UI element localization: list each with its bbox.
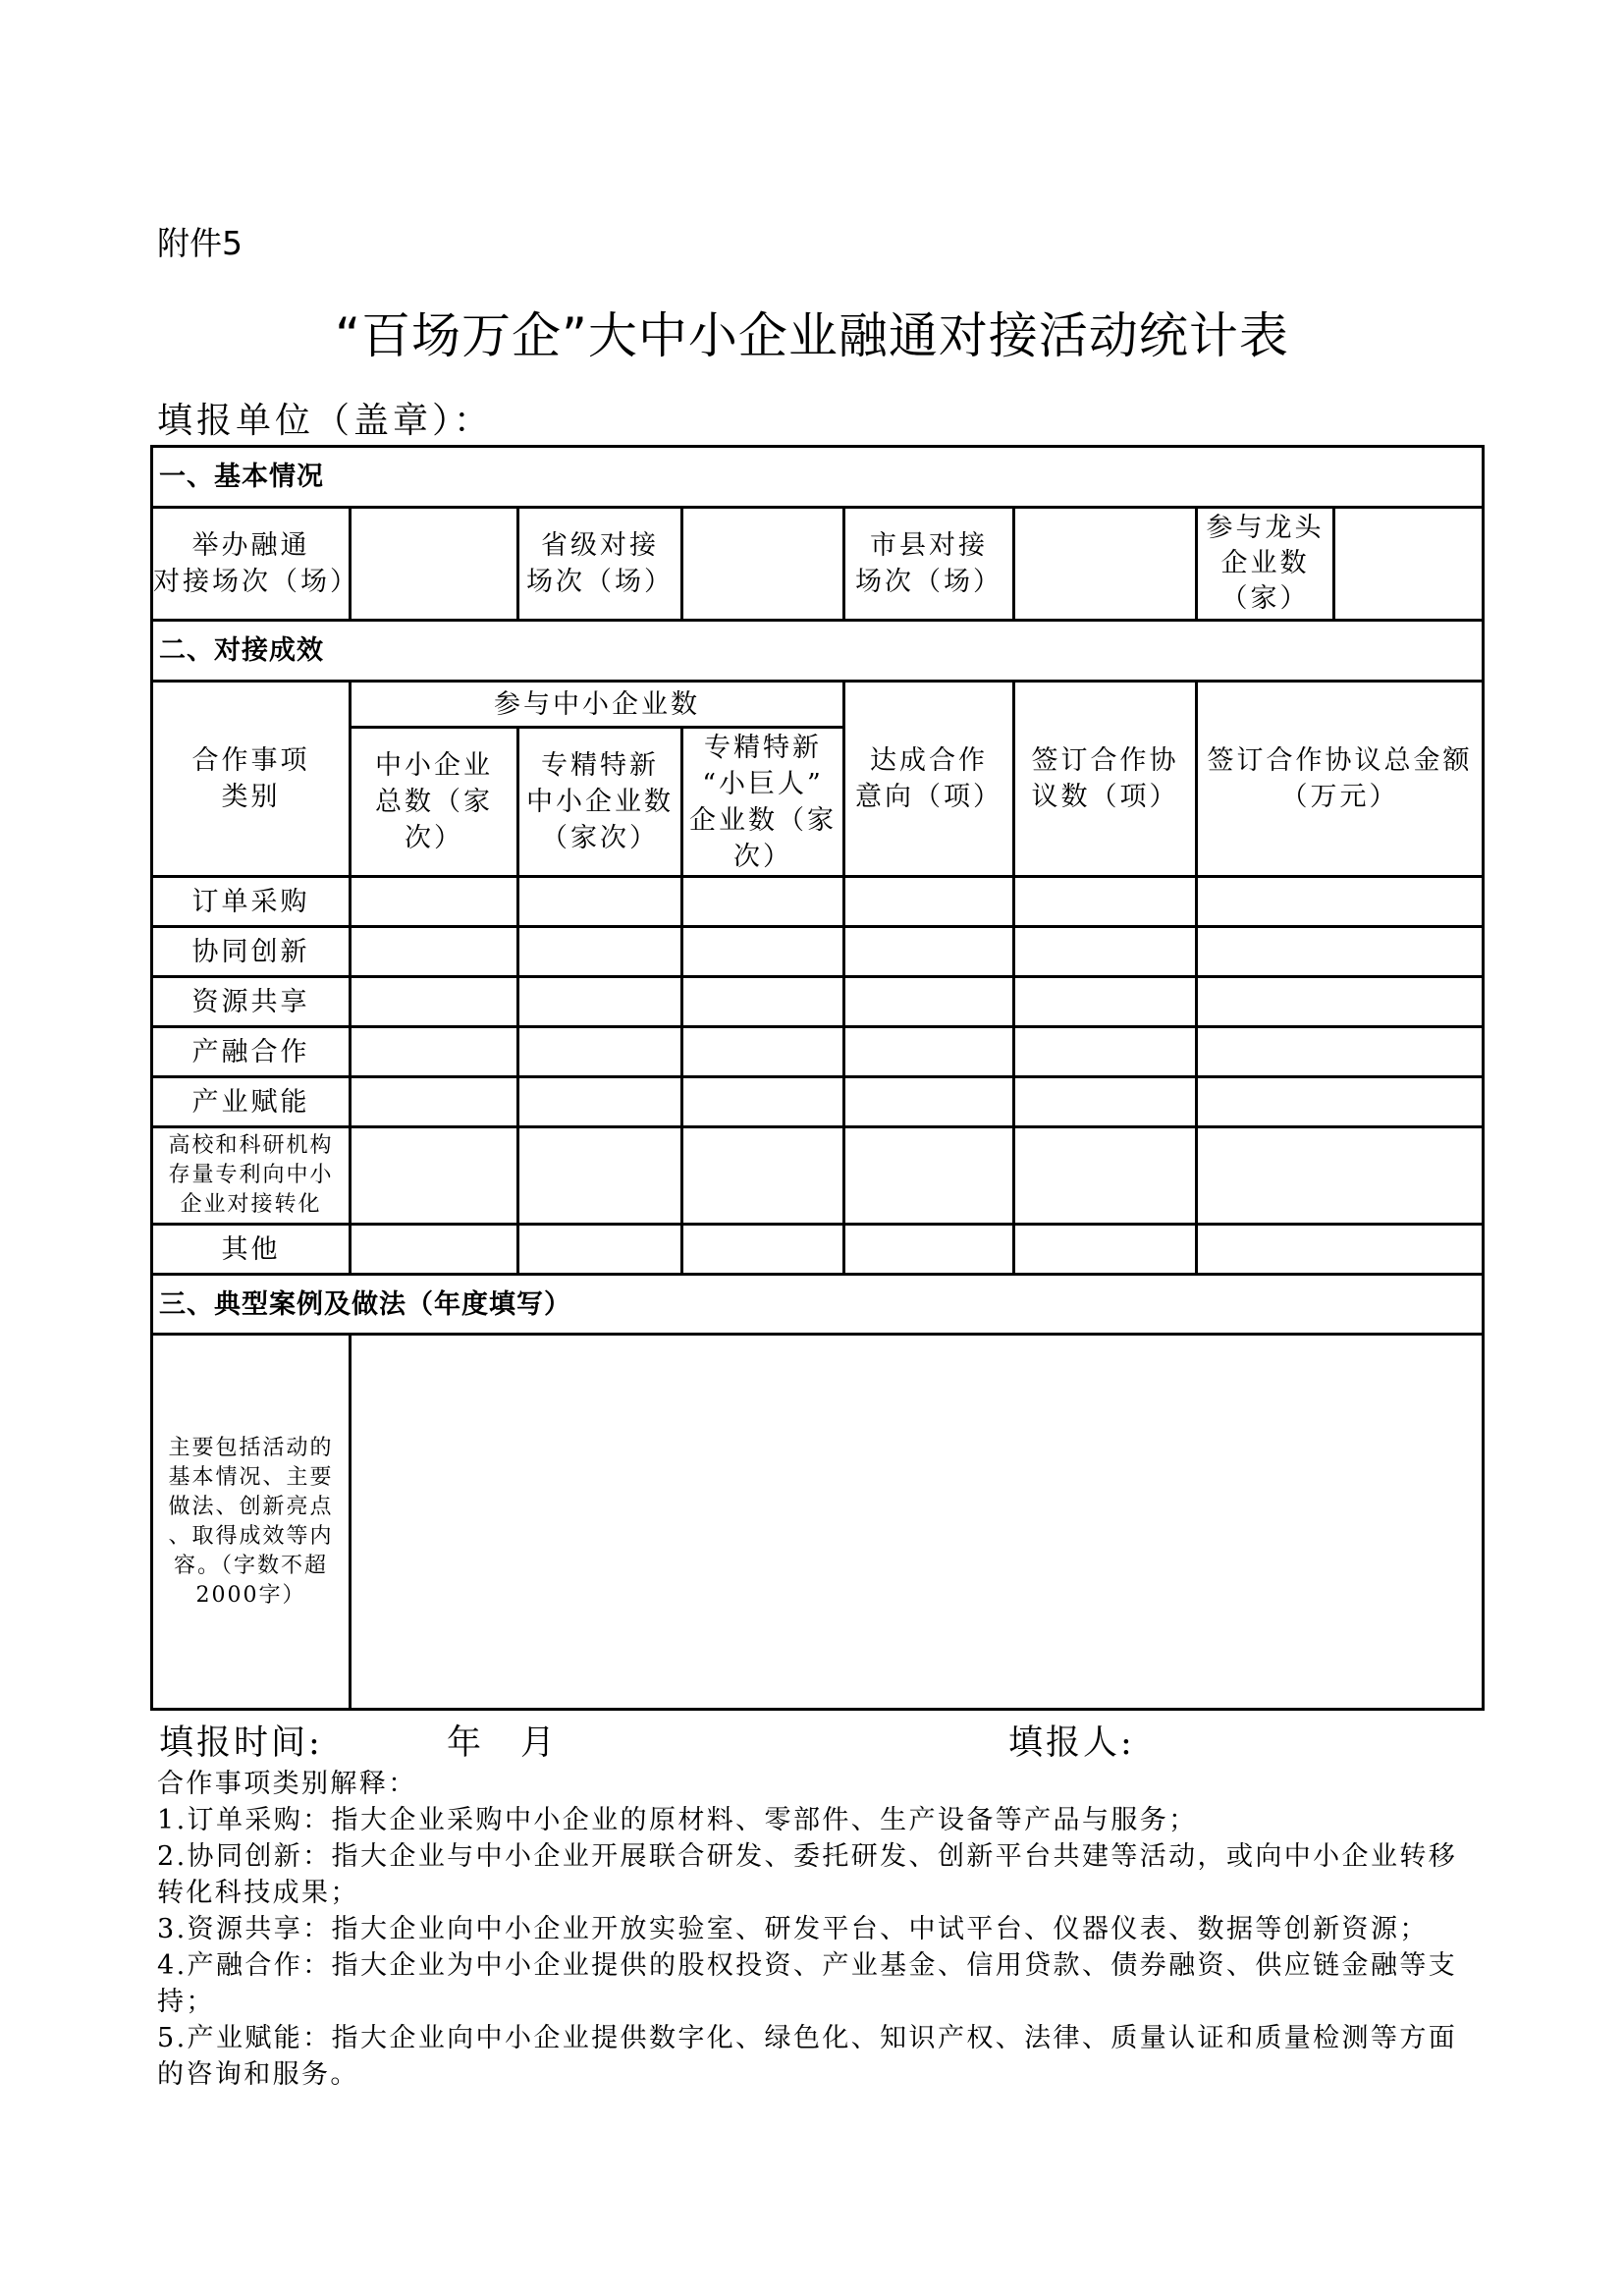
header-intentions: 达成合作 意向（项） xyxy=(844,682,1014,877)
row-label: 协同创新 xyxy=(152,927,351,977)
table-cell[interactable] xyxy=(844,1027,1014,1077)
table-cell[interactable] xyxy=(351,1225,518,1275)
section-basic-info: 一、基本情况 xyxy=(152,447,1484,508)
row-label: 资源共享 xyxy=(152,977,351,1027)
table-cell[interactable] xyxy=(351,1127,518,1225)
label-held-sessions: 举办融通 对接场次（场） xyxy=(152,508,351,621)
reporting-unit-label: 填报单位（盖章）： xyxy=(157,401,494,441)
table-cell[interactable] xyxy=(682,1127,844,1225)
table-cell[interactable] xyxy=(1197,1225,1484,1275)
table-cell[interactable] xyxy=(844,877,1014,927)
table-cell[interactable] xyxy=(1197,1027,1484,1077)
table-cell[interactable] xyxy=(518,1077,682,1127)
note-item: 3.资源共享：指大企业向中小企业开放实验室、研发平台、中试平台、仪器仪表、数据等创新资源； xyxy=(157,1914,1429,1944)
input-leading-enterprises[interactable] xyxy=(1334,508,1484,621)
fill-time-label: 填报时间: xyxy=(159,1723,323,1763)
table-cell[interactable] xyxy=(844,1127,1014,1225)
note-item: 1.订单采购：指大企业采购中小企业的原材料、零部件、生产设备等产品与服务； xyxy=(157,1805,1198,1835)
table-cell[interactable] xyxy=(682,877,844,927)
table-cell[interactable] xyxy=(351,1077,518,1127)
table-cell[interactable] xyxy=(1014,877,1197,927)
table-cell[interactable] xyxy=(518,1127,682,1225)
table-cell[interactable] xyxy=(351,877,518,927)
header-little-giant: 专精特新 “小巨人” 企业数（家 次） xyxy=(682,728,844,877)
header-agreement-amount: 签订合作协议总金额 （万元） xyxy=(1197,682,1484,877)
table-row xyxy=(152,1127,1484,1225)
statistics-table xyxy=(150,445,1485,1711)
label-provincial-sessions: 省级对接 场次（场） xyxy=(518,508,682,621)
row-label: 高校和科研机构 存量专利向中小 企业对接转化 xyxy=(152,1127,351,1225)
row-label: 产融合作 xyxy=(152,1027,351,1077)
table-cell[interactable] xyxy=(844,977,1014,1027)
header-specialized-smes: 专精特新 中小企业数 （家次） xyxy=(518,728,682,877)
table-cell[interactable] xyxy=(518,977,682,1027)
row-label: 订单采购 xyxy=(152,877,351,927)
table-row xyxy=(152,877,1484,927)
table-cell[interactable] xyxy=(518,877,682,927)
cases-description-label: 主要包括活动的 基本情况、主要 做法、创新亮点 、取得成效等内 容。（字数不超 2000字） xyxy=(152,1335,351,1710)
label-city-sessions: 市县对接 场次（场） xyxy=(844,508,1014,621)
table-cell[interactable] xyxy=(1197,977,1484,1027)
year-label: 年 xyxy=(447,1723,482,1763)
input-provincial-sessions[interactable] xyxy=(682,508,844,621)
category-notes xyxy=(157,1766,1473,2093)
table-cell[interactable] xyxy=(844,1225,1014,1275)
section-results: 二、对接成效 xyxy=(152,621,1484,682)
note-item: 4.产融合作：指大企业为中小企业提供的股权投资、产业基金、信用贷款、债券融资、供应链金融等支持； xyxy=(157,1950,1458,2017)
header-sme-total: 中小企业 总数（家 次） xyxy=(351,728,518,877)
table-row xyxy=(152,1225,1484,1275)
notes-heading: 合作事项类别解释： xyxy=(157,1769,417,1799)
header-agreements: 签订合作协 议数（项） xyxy=(1014,682,1197,877)
table-cell[interactable] xyxy=(1014,1027,1197,1077)
table-cell[interactable] xyxy=(518,1027,682,1077)
table-cell[interactable] xyxy=(844,927,1014,977)
header-category: 合作事项 类别 xyxy=(152,682,351,877)
table-cell[interactable] xyxy=(1197,877,1484,927)
row-label: 产业赋能 xyxy=(152,1077,351,1127)
table-cell[interactable] xyxy=(1197,1127,1484,1225)
table-cell[interactable] xyxy=(1197,1077,1484,1127)
table-row xyxy=(152,1027,1484,1077)
table-cell[interactable] xyxy=(1014,927,1197,977)
label-leading-enterprises: 参与龙头 企业数 （家） xyxy=(1197,508,1334,621)
input-city-sessions[interactable] xyxy=(1014,508,1197,621)
table-row xyxy=(152,977,1484,1027)
table-cell[interactable] xyxy=(682,977,844,1027)
table-cell[interactable] xyxy=(1014,1127,1197,1225)
input-held-sessions[interactable] xyxy=(351,508,518,621)
table-cell[interactable] xyxy=(1197,927,1484,977)
table-row xyxy=(152,1077,1484,1127)
table-cell[interactable] xyxy=(1014,977,1197,1027)
table-cell[interactable] xyxy=(1014,1225,1197,1275)
table-cell[interactable] xyxy=(682,1225,844,1275)
note-item: 5.产业赋能：指大企业向中小企业提供数字化、绿色化、知识产权、法律、质量认证和质量检测等方面的咨询和服务。 xyxy=(157,2023,1458,2090)
section-typical-cases: 三、典型案例及做法（年度填写） xyxy=(152,1275,1484,1335)
table-cell[interactable] xyxy=(682,1077,844,1127)
header-participating-smes: 参与中小企业数 xyxy=(351,682,844,728)
filler-label: 填报人: xyxy=(1008,1723,1135,1763)
attachment-label: 附件5 xyxy=(157,224,243,262)
table-cell[interactable] xyxy=(1014,1077,1197,1127)
table-row xyxy=(152,927,1484,977)
table-cell[interactable] xyxy=(351,977,518,1027)
table-cell[interactable] xyxy=(351,927,518,977)
table-cell[interactable] xyxy=(844,1077,1014,1127)
document-title: “百场万企”大中小企业融通对接活动统计表 xyxy=(335,307,1289,364)
row-label: 其他 xyxy=(152,1225,351,1275)
cases-content-area[interactable] xyxy=(351,1335,1484,1710)
table-cell[interactable] xyxy=(351,1027,518,1077)
table-cell[interactable] xyxy=(518,1225,682,1275)
month-label: 月 xyxy=(520,1723,556,1763)
table-cell[interactable] xyxy=(682,1027,844,1077)
table-cell[interactable] xyxy=(682,927,844,977)
note-item: 2.协同创新：指大企业与中小企业开展联合研发、委托研发、创新平台共建等活动，或向中小企业转移转化科技成果； xyxy=(157,1841,1458,1908)
table-cell[interactable] xyxy=(518,927,682,977)
